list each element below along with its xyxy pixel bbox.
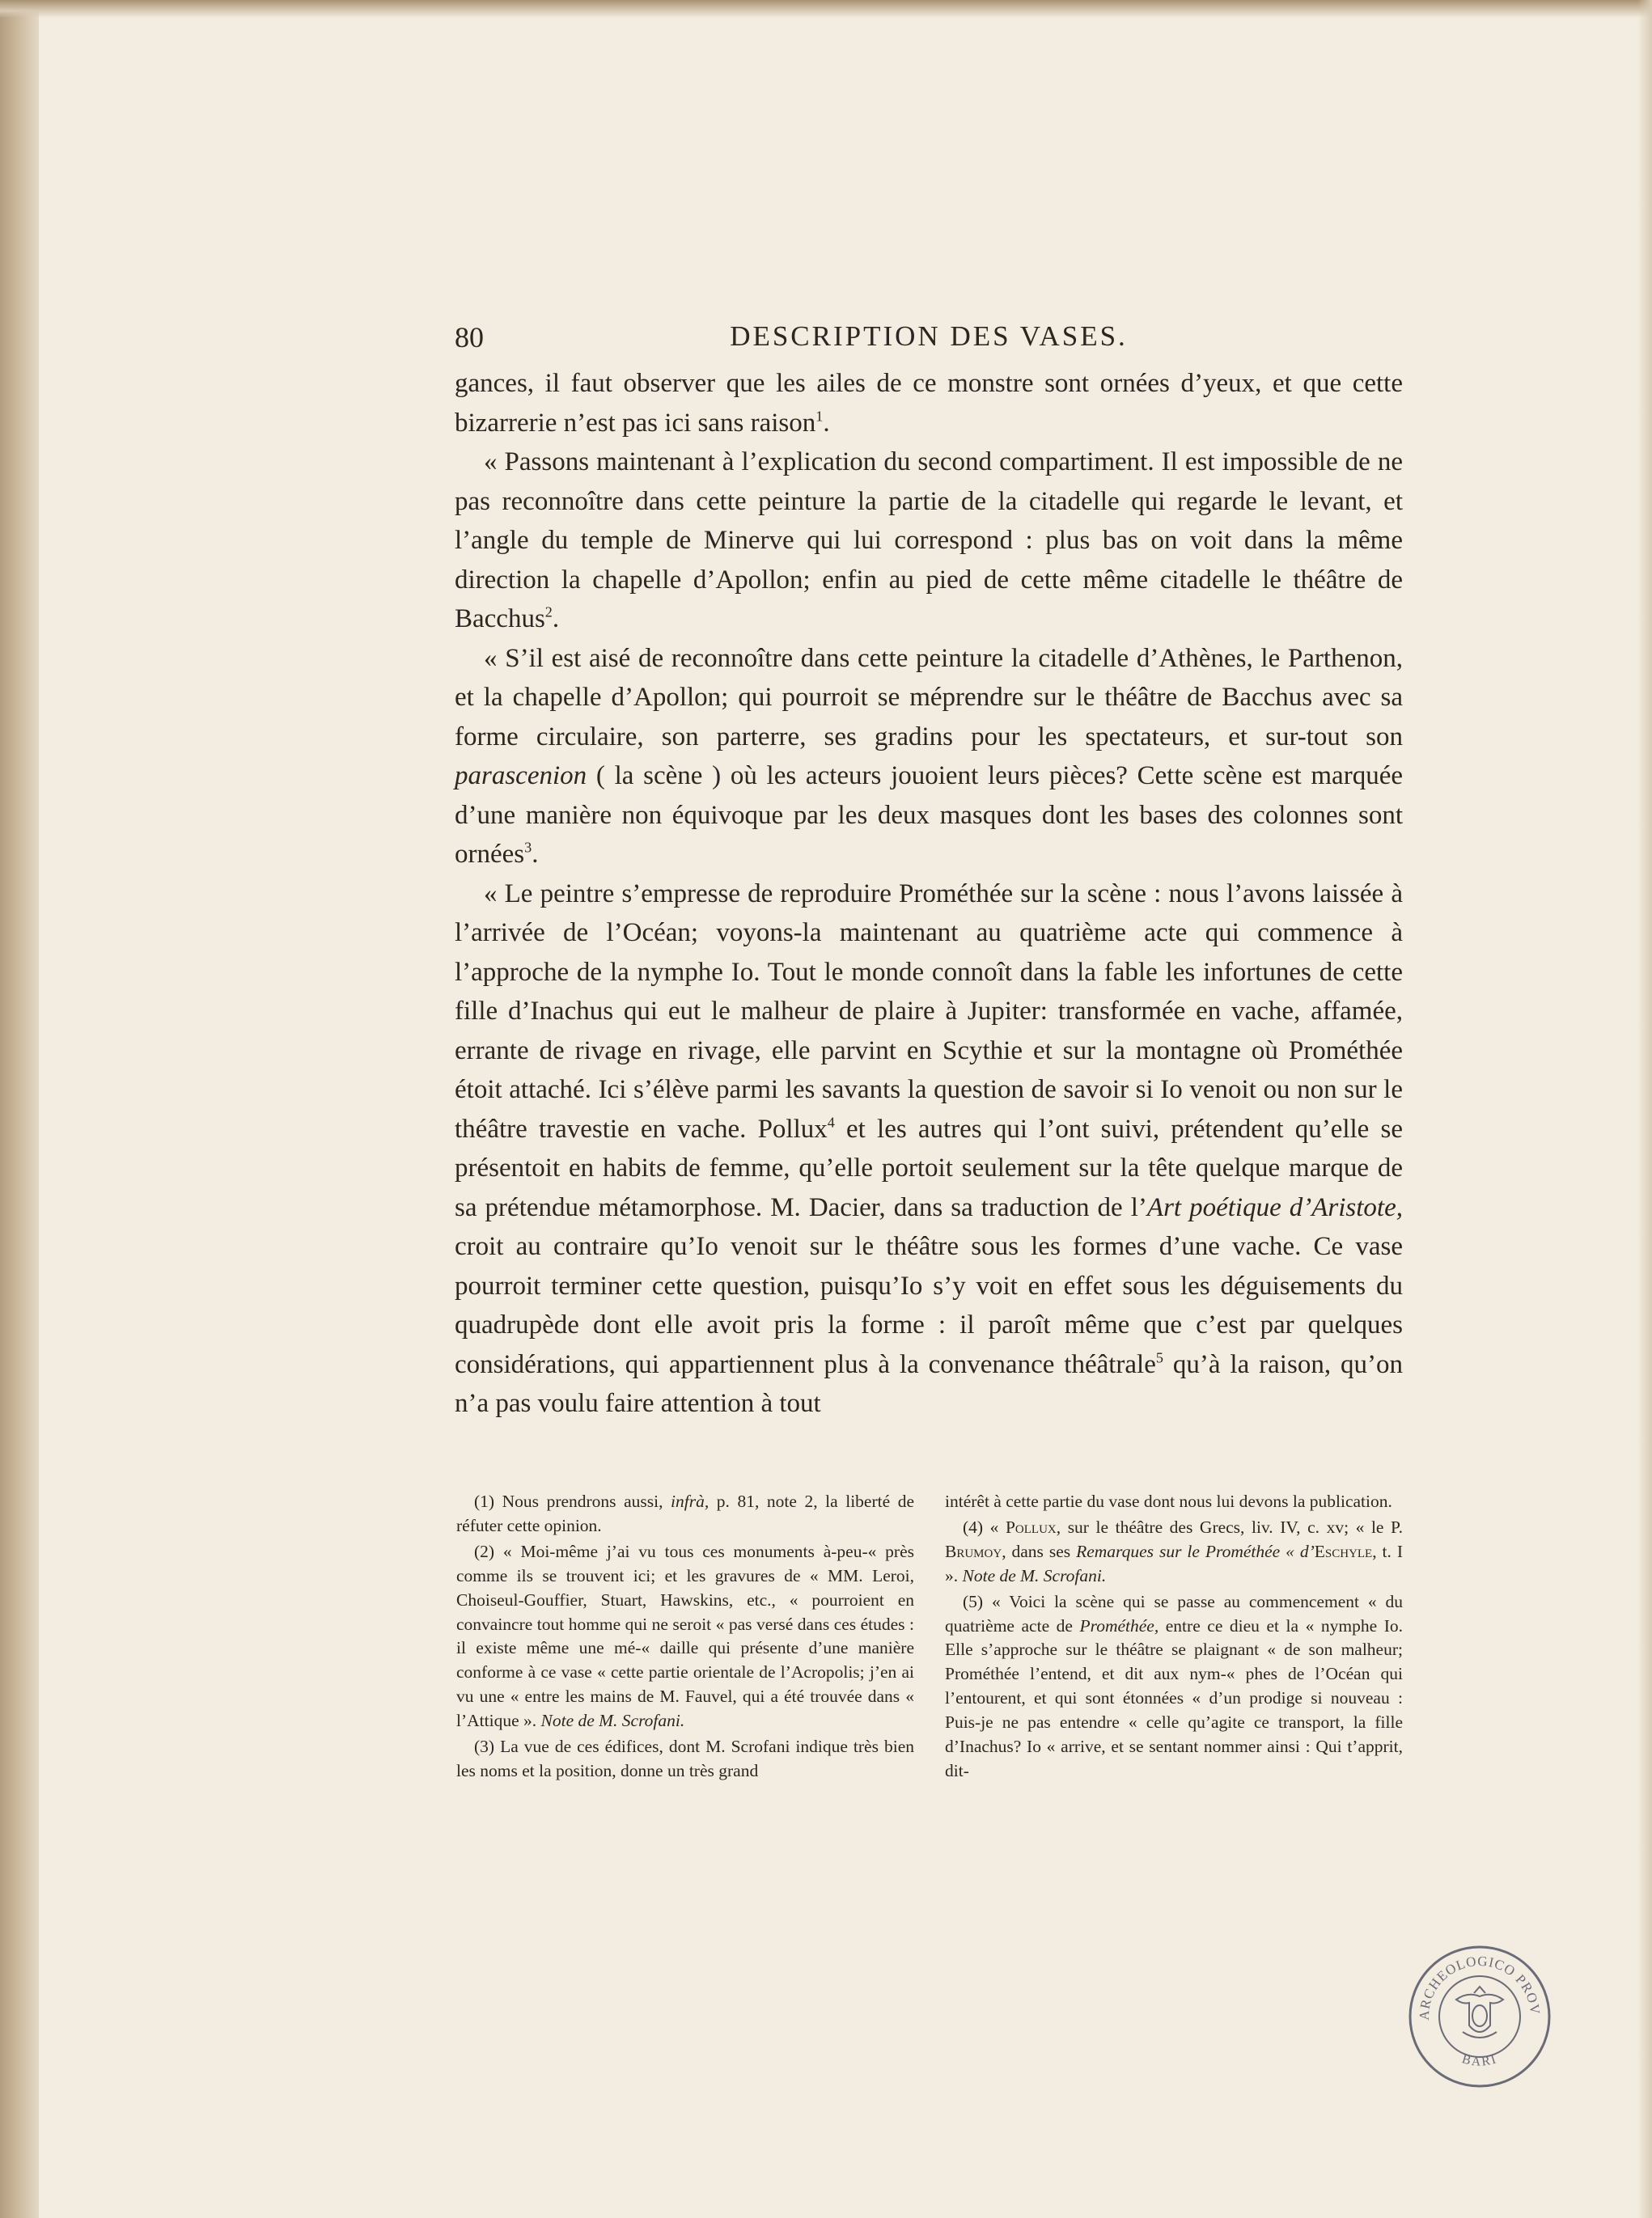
text-run: « Passons maintenant à l’explication du second compartiment. Il est impossible de ne pas reconnoître dans cette peinture la partie de la citadelle qui regarde le levant, et l’angle du temple de Minerve qui lui correspond : plus bas on voit dans la même direction la chapelle d’Apollon; enfin au pied de cette même citadelle le théâtre de Bacchus	[455, 447, 1403, 633]
footnote-4	[945, 1516, 1403, 1589]
paragraph	[455, 442, 1403, 639]
text-run: et les autres qui l’ont suivi, prétendent qu’elle se présentoit en habits de femme, qu’elle portoit seulement sur la tête quelque marque de sa prétendue métamorphose. M. Dacier, dans sa traduction de l’	[455, 1114, 1403, 1222]
stamp-bottom-text: BARI	[1460, 2052, 1499, 2069]
stamp-inner-ring	[1439, 1976, 1520, 2057]
text-run: (4) «	[963, 1517, 1006, 1537]
running-title: DESCRIPTION DES VASES.	[730, 320, 1128, 352]
paragraph	[455, 874, 1403, 1424]
text-run: (2) « Moi-même j’ai vu tous ces monuments à-peu-« près comme ils se trouvent ici; et les gravures de « MM. Leroi, Choiseul-Gouffier, Stuart, Hawskins, etc., « pourroient en convaincre tout homme qui ne seroit « pas versé dans ces études : il existe même une mé-« daille qui présente d’une manière conforme à ce vase « cette partie orientale de l’Acropolis; j’en ai vu une « entre les mains de M. Fauvel, qui a été trouvée dans « l’Attique ».	[456, 1541, 914, 1731]
note-ref-5: 5	[1155, 1348, 1163, 1365]
stamp-seal	[1406, 1943, 1553, 2090]
note-ref-1: 1	[815, 407, 824, 424]
stamp-top-text: ARCHEOLOGICO PROV	[1416, 1953, 1544, 2021]
footnote-1	[456, 1490, 914, 1539]
footnote-3-continued: intérêt à cette partie du vase dont nous lui devons la publication.	[945, 1492, 1392, 1511]
page-number: 80	[455, 321, 484, 353]
italic-term: infrà,	[671, 1492, 710, 1511]
text-run: croit au contraire qu’Io venoit sur le théâtre sous les formes d’une vache. Ce vase pourroit terminer cette question, puisqu’Io s’y voit en effet sous les déguisements du quadrupède dont elle avoit pris la forme : il paroît même que c’est par quelques considérations, qui appartiennent plus à la convenance théâtrale	[455, 1232, 1403, 1379]
note-ref-3: 3	[524, 839, 532, 856]
small-caps-name: Brumoy	[945, 1541, 1002, 1561]
text-run: .	[823, 408, 830, 438]
main-text	[455, 364, 1403, 1424]
museum-stamp	[1406, 1943, 1553, 2090]
text-run: .	[552, 604, 560, 633]
text-run: ( la scène ) où les acteurs jouoient leurs pièces? Cette scène est marquée d’une manière non équivoque par les deux masques dont les bases des colonnes sont ornées	[455, 761, 1403, 869]
text-run: , sur le théâtre des Grecs, liv. IV, c. xv; « le P.	[1056, 1517, 1403, 1537]
text-run: , t. I ».	[945, 1541, 1404, 1585]
page-edge-right	[1637, 0, 1652, 2218]
italic-title: Art poétique d’Aristote,	[1146, 1192, 1403, 1222]
text-run: gances, il faut observer que les ailes de ce monstre sont ornées d’yeux, et que cette bizarrerie n’est pas ici sans raison	[455, 369, 1403, 438]
text-run: « S’il est aisé de reconnoître dans cette peinture la citadelle d’Athènes, le Parthenon, et la chapelle d’Apollon; qui pourroit se méprendre sur le théâtre de Bacchus avec sa forme circulaire, son parterre, ses gradins pour les spectateurs, et sur-tout son	[455, 643, 1403, 751]
note-ref-4: 4	[827, 1113, 835, 1130]
footnote-2	[456, 1540, 914, 1733]
text-run: (1) Nous prendrons aussi,	[474, 1492, 671, 1511]
page-edge-left	[0, 0, 39, 2218]
footnote-column-right	[945, 1490, 1403, 1785]
footnote-5	[945, 1590, 1403, 1784]
paragraph	[455, 639, 1403, 874]
italic-attribution: Note de M. Scrofani.	[962, 1565, 1107, 1585]
italic-term: parascenion	[455, 761, 587, 790]
italic-title: Prométhée,	[1079, 1615, 1159, 1636]
text-run: qu’à la raison, qu’on n’a pas voulu faire attention à tout	[455, 1349, 1403, 1418]
footnote-column-left	[456, 1490, 914, 1785]
note-ref-2: 2	[544, 603, 553, 620]
page-edge-top	[0, 0, 1652, 18]
small-caps-name: Eschyle	[1314, 1541, 1373, 1561]
text-run: (5) « Voici la scène qui se passe au commencement « du quatrième acte de	[945, 1591, 1403, 1636]
text-run: « Le peintre s’empresse de reproduire Prométhée sur la scène : nous l’avons laissée à l’arrivée de l’Océan; voyons-la maintenant au quatrième acte qui commence à l’approche de la nymphe Io. Tout le monde connoît dans la fable les infortunes de cette fille d’Inachus qui eut le malheur de plaire à Jupiter: transformée en vache, affamée, errante de rivage en rivage, elle parvint en Scythie et sur la montagne où Prométhée étoit attaché. Ici s’élève parmi les savants la question de savoir si Io venoit ou non sur le théâtre travestie en vache. Pollux	[455, 878, 1403, 1144]
page-header	[455, 317, 1403, 358]
coat-of-arms-icon	[1456, 1987, 1503, 2038]
small-caps-name: Pollux	[1005, 1517, 1057, 1537]
italic-title: Remarques sur le Prométhée « d’	[1076, 1541, 1315, 1561]
footnotes	[456, 1490, 1403, 1785]
italic-attribution: Note de M. Scrofani.	[540, 1711, 685, 1731]
text-run: entre ce dieu et la « nymphe Io. Elle s’approche sur le théâtre se plaignant « de son malheur; Prométhée l’entend, et dit aux nym-« phes de l’Océan qui l’entourent, et qui sont étonnées « d’un prodige si nouveau : Puis-je ne pas entendre « celle qu’agite ce transport, la fille d’Inachus? Io « arrive, et se sentant nommer ainsi : Qui t’apprit, dit-	[945, 1615, 1403, 1780]
footnote-3: (3) La vue de ces édifices, dont M. Scrofani indique très bien les noms et la position, donne un très grand	[456, 1737, 914, 1780]
text-run: , dans ses	[1002, 1541, 1077, 1561]
text-run: p. 81, note 2, la liberté de réfuter cette opinion.	[456, 1492, 914, 1535]
text-run: .	[532, 840, 539, 869]
paragraph	[455, 364, 1403, 442]
